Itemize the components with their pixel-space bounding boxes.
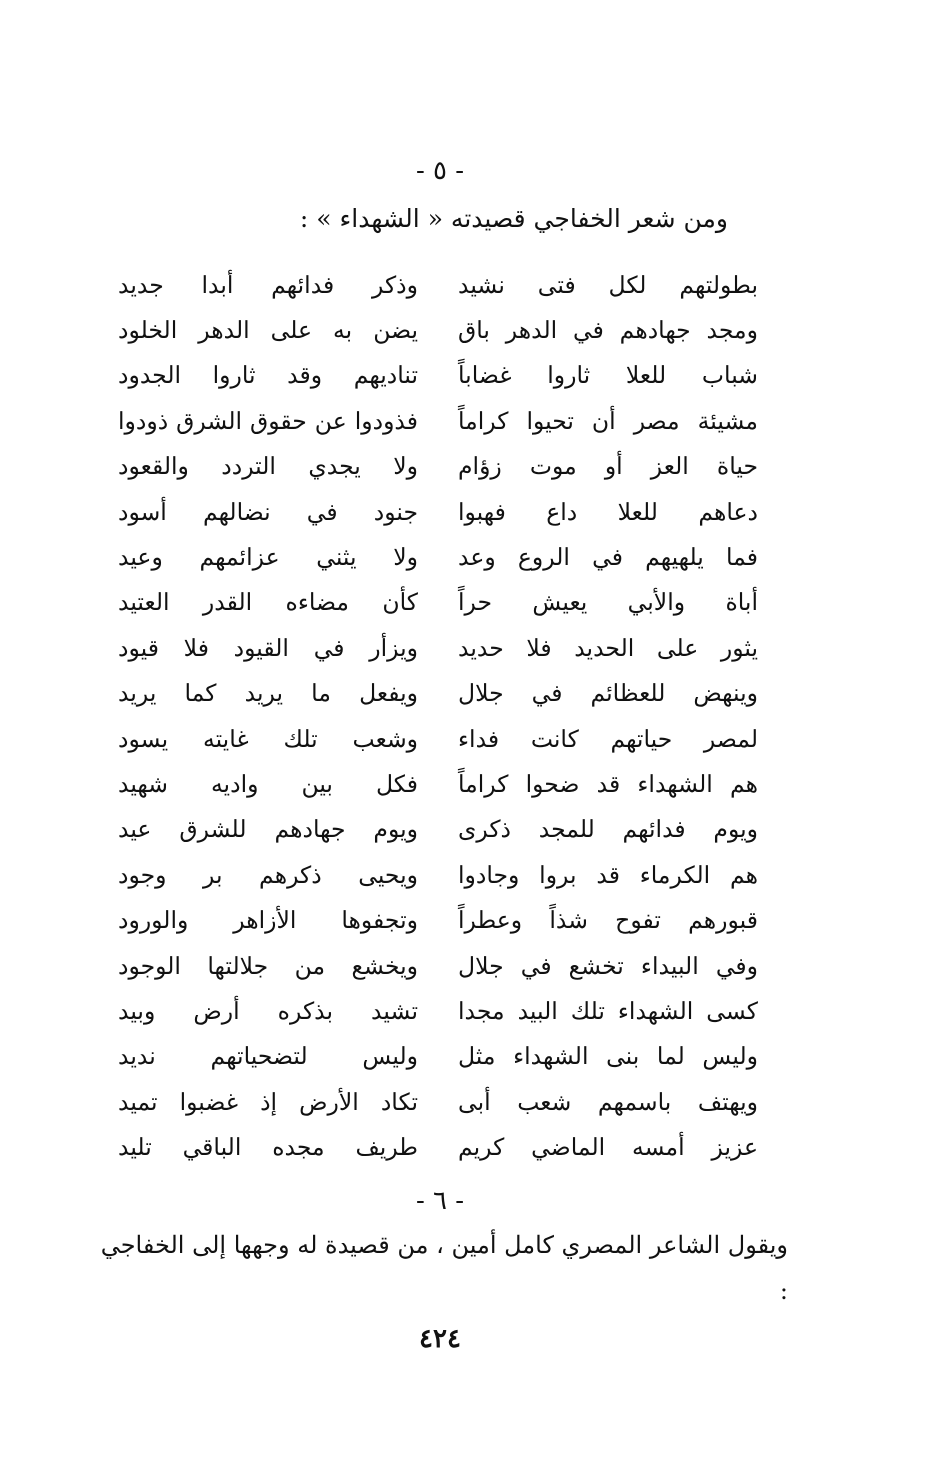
verse-line [118, 307, 758, 352]
verse-line [118, 444, 758, 489]
section-number-6: - ٦ - [415, 1186, 465, 1216]
verse-line [118, 580, 758, 625]
verse-second-hemistich: ويحيى ذكرهم بر وجود [118, 860, 418, 889]
verse-second-hemistich: ويخشع من جلالتها الوجود [118, 951, 418, 980]
verse-line [118, 716, 758, 761]
verse-second-hemistich: ولا يثني عزائمهم وعيد [118, 543, 418, 572]
verse-line [118, 625, 758, 670]
verse-first-hemistich: هم الشهداء قد ضحوا كراماً [458, 769, 758, 798]
verse-first-hemistich: وفي البيداء تخشع في جلال [458, 951, 758, 980]
poem-intro: ومن شعر الخفاجي قصيدته « الشهداء » : [299, 204, 728, 233]
verse-line [118, 761, 758, 806]
verse-first-hemistich: عزيز أمسه الماضي كريم [458, 1133, 758, 1162]
verse-first-hemistich: قبورهم تفوح شذاً وعطراً [458, 906, 758, 935]
verse-second-hemistich: تكاد الأرض إذ غضبوا تميد [118, 1087, 418, 1116]
verse-first-hemistich: أباة والأبي يعيش حراً [458, 588, 758, 617]
verse-first-hemistich: لمصر حياتهم كانت فداء [458, 724, 758, 753]
verse-line [118, 897, 758, 942]
verse-second-hemistich: فذودوا عن حقوق الشرق ذودوا [118, 406, 418, 435]
verse-second-hemistich: وليس لتضحياتهم نديد [118, 1042, 418, 1071]
verse-second-hemistich: وتجفوها الأزاهر والورود [118, 906, 418, 935]
verse-first-hemistich: يثور على الحديد فلا حديد [458, 633, 758, 662]
verse-first-hemistich: دعاهم للعلا داع فهبوا [458, 497, 758, 526]
verse-second-hemistich: يضن به على الدهر الخلود [118, 316, 418, 345]
verse-first-hemistich: هم الكرماء قد بروا وجادوا [458, 860, 758, 889]
verse-first-hemistich: شباب للعلا ثاروا غضاباً [458, 361, 758, 390]
verse-first-hemistich: مشيئة مصر أن تحيوا كراماً [458, 406, 758, 435]
verse-line [118, 1079, 758, 1124]
verse-line [118, 1034, 758, 1079]
verse-second-hemistich: ويوم جهادهم للشرق عيد [118, 815, 418, 844]
verse-second-hemistich: وشعب تلك غايته يسود [118, 724, 418, 753]
verse-second-hemistich: تناديهم وقد ثاروا الجدود [118, 361, 418, 390]
verse-line [118, 1124, 758, 1169]
verse-second-hemistich: فكل بين واديه شهيد [118, 769, 418, 798]
verse-line [118, 398, 758, 443]
verse-first-hemistich: ويوم فدائهم للمجد ذكرى [458, 815, 758, 844]
poem-verses [118, 262, 758, 1170]
verse-first-hemistich: كسى الشهداء تلك البيد مجدا [458, 996, 758, 1025]
verse-line [118, 807, 758, 852]
verse-second-hemistich: طريف مجده الباقي تليد [118, 1133, 418, 1162]
page-number: ٤٢٤ [419, 1324, 461, 1354]
verse-line [118, 943, 758, 988]
verse-first-hemistich: فما يلهيهم في الروع وعد [458, 543, 758, 572]
verse-first-hemistich: ويهتف باسمهم شعب أبى [458, 1087, 758, 1116]
verse-line [118, 852, 758, 897]
verse-line [118, 489, 758, 534]
verse-second-hemistich: ولا يجدي التردد والقعود [118, 452, 418, 481]
verse-second-hemistich: ويزأر في القيود فلا قيود [118, 633, 418, 662]
verse-first-hemistich: وينهض للعظائم في جلال [458, 679, 758, 708]
section-number-5: - ٥ - [415, 156, 465, 186]
section-6-paragraph: ويقول الشاعر المصري كامل أمين ، من قصيدة له وجهها إلى الخفاجي : [100, 1231, 788, 1305]
verse-line [118, 534, 758, 579]
verse-second-hemistich: ويفعل ما يريد كما يريد [118, 679, 418, 708]
verse-second-hemistich: جنود في نضالهم أسود [118, 497, 418, 526]
verse-line [118, 988, 758, 1033]
verse-second-hemistich: وذكر فدائهم أبدا جديد [118, 270, 418, 299]
verse-first-hemistich: ومجد جهادهم في الدهر باق [458, 316, 758, 345]
verse-line [118, 353, 758, 398]
verse-second-hemistich: تشيد بذكره أرض وبيد [118, 996, 418, 1025]
verse-first-hemistich: بطولتهم لكل فتى نشيد [458, 270, 758, 299]
verse-first-hemistich: حياة العز أو موت زؤام [458, 452, 758, 481]
verse-second-hemistich: كأن مضاءه القدر العتيد [118, 588, 418, 617]
verse-first-hemistich: وليس لما بنى الشهداء مثل [458, 1042, 758, 1071]
verse-line [118, 671, 758, 716]
verse-line [118, 262, 758, 307]
